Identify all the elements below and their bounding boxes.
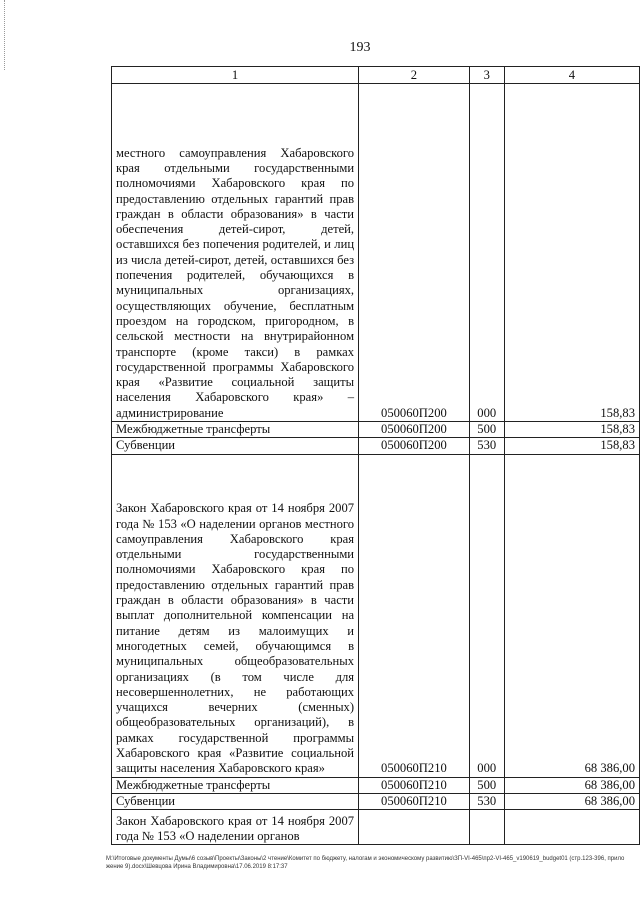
- header-col-2: 2: [359, 67, 470, 84]
- table-row: [112, 422, 640, 438]
- row-description: Субвенции: [112, 793, 359, 809]
- footer-file-path: M:\Итоговые документы Думы\6 созыв\Проекты\Законы\2 чтение\Комитет по бюджету, налогам и экономическому развитию\ЗП-VI-465\пр2-VI-465_v190619_budget01 (стр.123-396, приложение 9).docx\Шевцова Ирина Владимировна\17.06.2019 8:17:37: [106, 856, 625, 870]
- row-type: 500: [469, 422, 504, 438]
- row-amount: 158,83: [504, 438, 639, 454]
- row-code: 050060П200: [359, 438, 470, 454]
- row-description: Закон Хабаровского края от 14 ноября 2007 года № 153 «О наделении органов местного самоуправления Хабаровского края отдельными государственными полномочиями Хабаровского края по предоставлению отдельных гарантий прав граждан в области образования» в части выплат дополнительной компенсации на питание детям из малоимущих и многодетных семей, обучающимся в муниципальных общеобразовательных организациях (в том числе для несовершеннолетних, не работающих учащихся вечерних (сменных) общеобразовательных организаций), в рамках государственной программы Хабаровского края «Развитие социальной защиты населения Хабаровского края»: [112, 454, 359, 777]
- row-code: 050060П200: [359, 84, 470, 422]
- page-number: 193: [349, 40, 371, 55]
- table-row: [112, 438, 640, 454]
- row-type: 500: [469, 777, 504, 793]
- row-code: 050060П210: [359, 454, 470, 777]
- row-type: [469, 810, 504, 845]
- header-col-3: 3: [469, 67, 504, 84]
- row-description: местного самоуправления Хабаровского края отдельными государственными полномочиями Хабаровского края по предоставлению отдельных гарантий прав граждан в области образования» в части обеспечения детей-сирот, детей, оставшихся без попечения родителей, и лиц из числа детей-сирот, детей, оставшихся без попечения родителей, обучающихся в муниципальных организациях, осуществляющих обучение, бесплатным проездом на городском, пригородном, в сельской местности на внутрирайонном транспорте (кроме такси) в рамках государственной программы Хабаровского края «Развитие социальной защиты населения Хабаровского края» – администрирование: [112, 84, 359, 422]
- row-amount: [504, 810, 639, 845]
- row-description: Межбюджетные трансферты: [112, 422, 359, 438]
- row-description: Межбюджетные трансферты: [112, 777, 359, 793]
- row-code: 050060П210: [359, 777, 470, 793]
- row-amount: 68 386,00: [504, 454, 639, 777]
- row-amount: 68 386,00: [504, 777, 639, 793]
- row-type: 000: [469, 454, 504, 777]
- row-type: 530: [469, 438, 504, 454]
- table-row: [112, 84, 640, 422]
- row-code: [359, 810, 470, 845]
- table-row: [112, 777, 640, 793]
- table-row: [112, 454, 640, 777]
- row-amount: 68 386,00: [504, 793, 639, 809]
- row-type: 530: [469, 793, 504, 809]
- budget-table: [111, 66, 640, 845]
- row-code: 050060П210: [359, 793, 470, 809]
- row-description: Субвенции: [112, 438, 359, 454]
- header-col-1: 1: [112, 67, 359, 84]
- margin-mark: [4, 0, 6, 70]
- table-row: [112, 793, 640, 809]
- row-amount: 158,83: [504, 84, 639, 422]
- header-row: [112, 67, 640, 84]
- table-row: [112, 810, 640, 845]
- row-amount: 158,83: [504, 422, 639, 438]
- row-type: 000: [469, 84, 504, 422]
- header-col-4: 4: [504, 67, 639, 84]
- row-code: 050060П200: [359, 422, 470, 438]
- row-description: Закон Хабаровского края от 14 ноября 2007 года № 153 «О наделении органов: [112, 810, 359, 845]
